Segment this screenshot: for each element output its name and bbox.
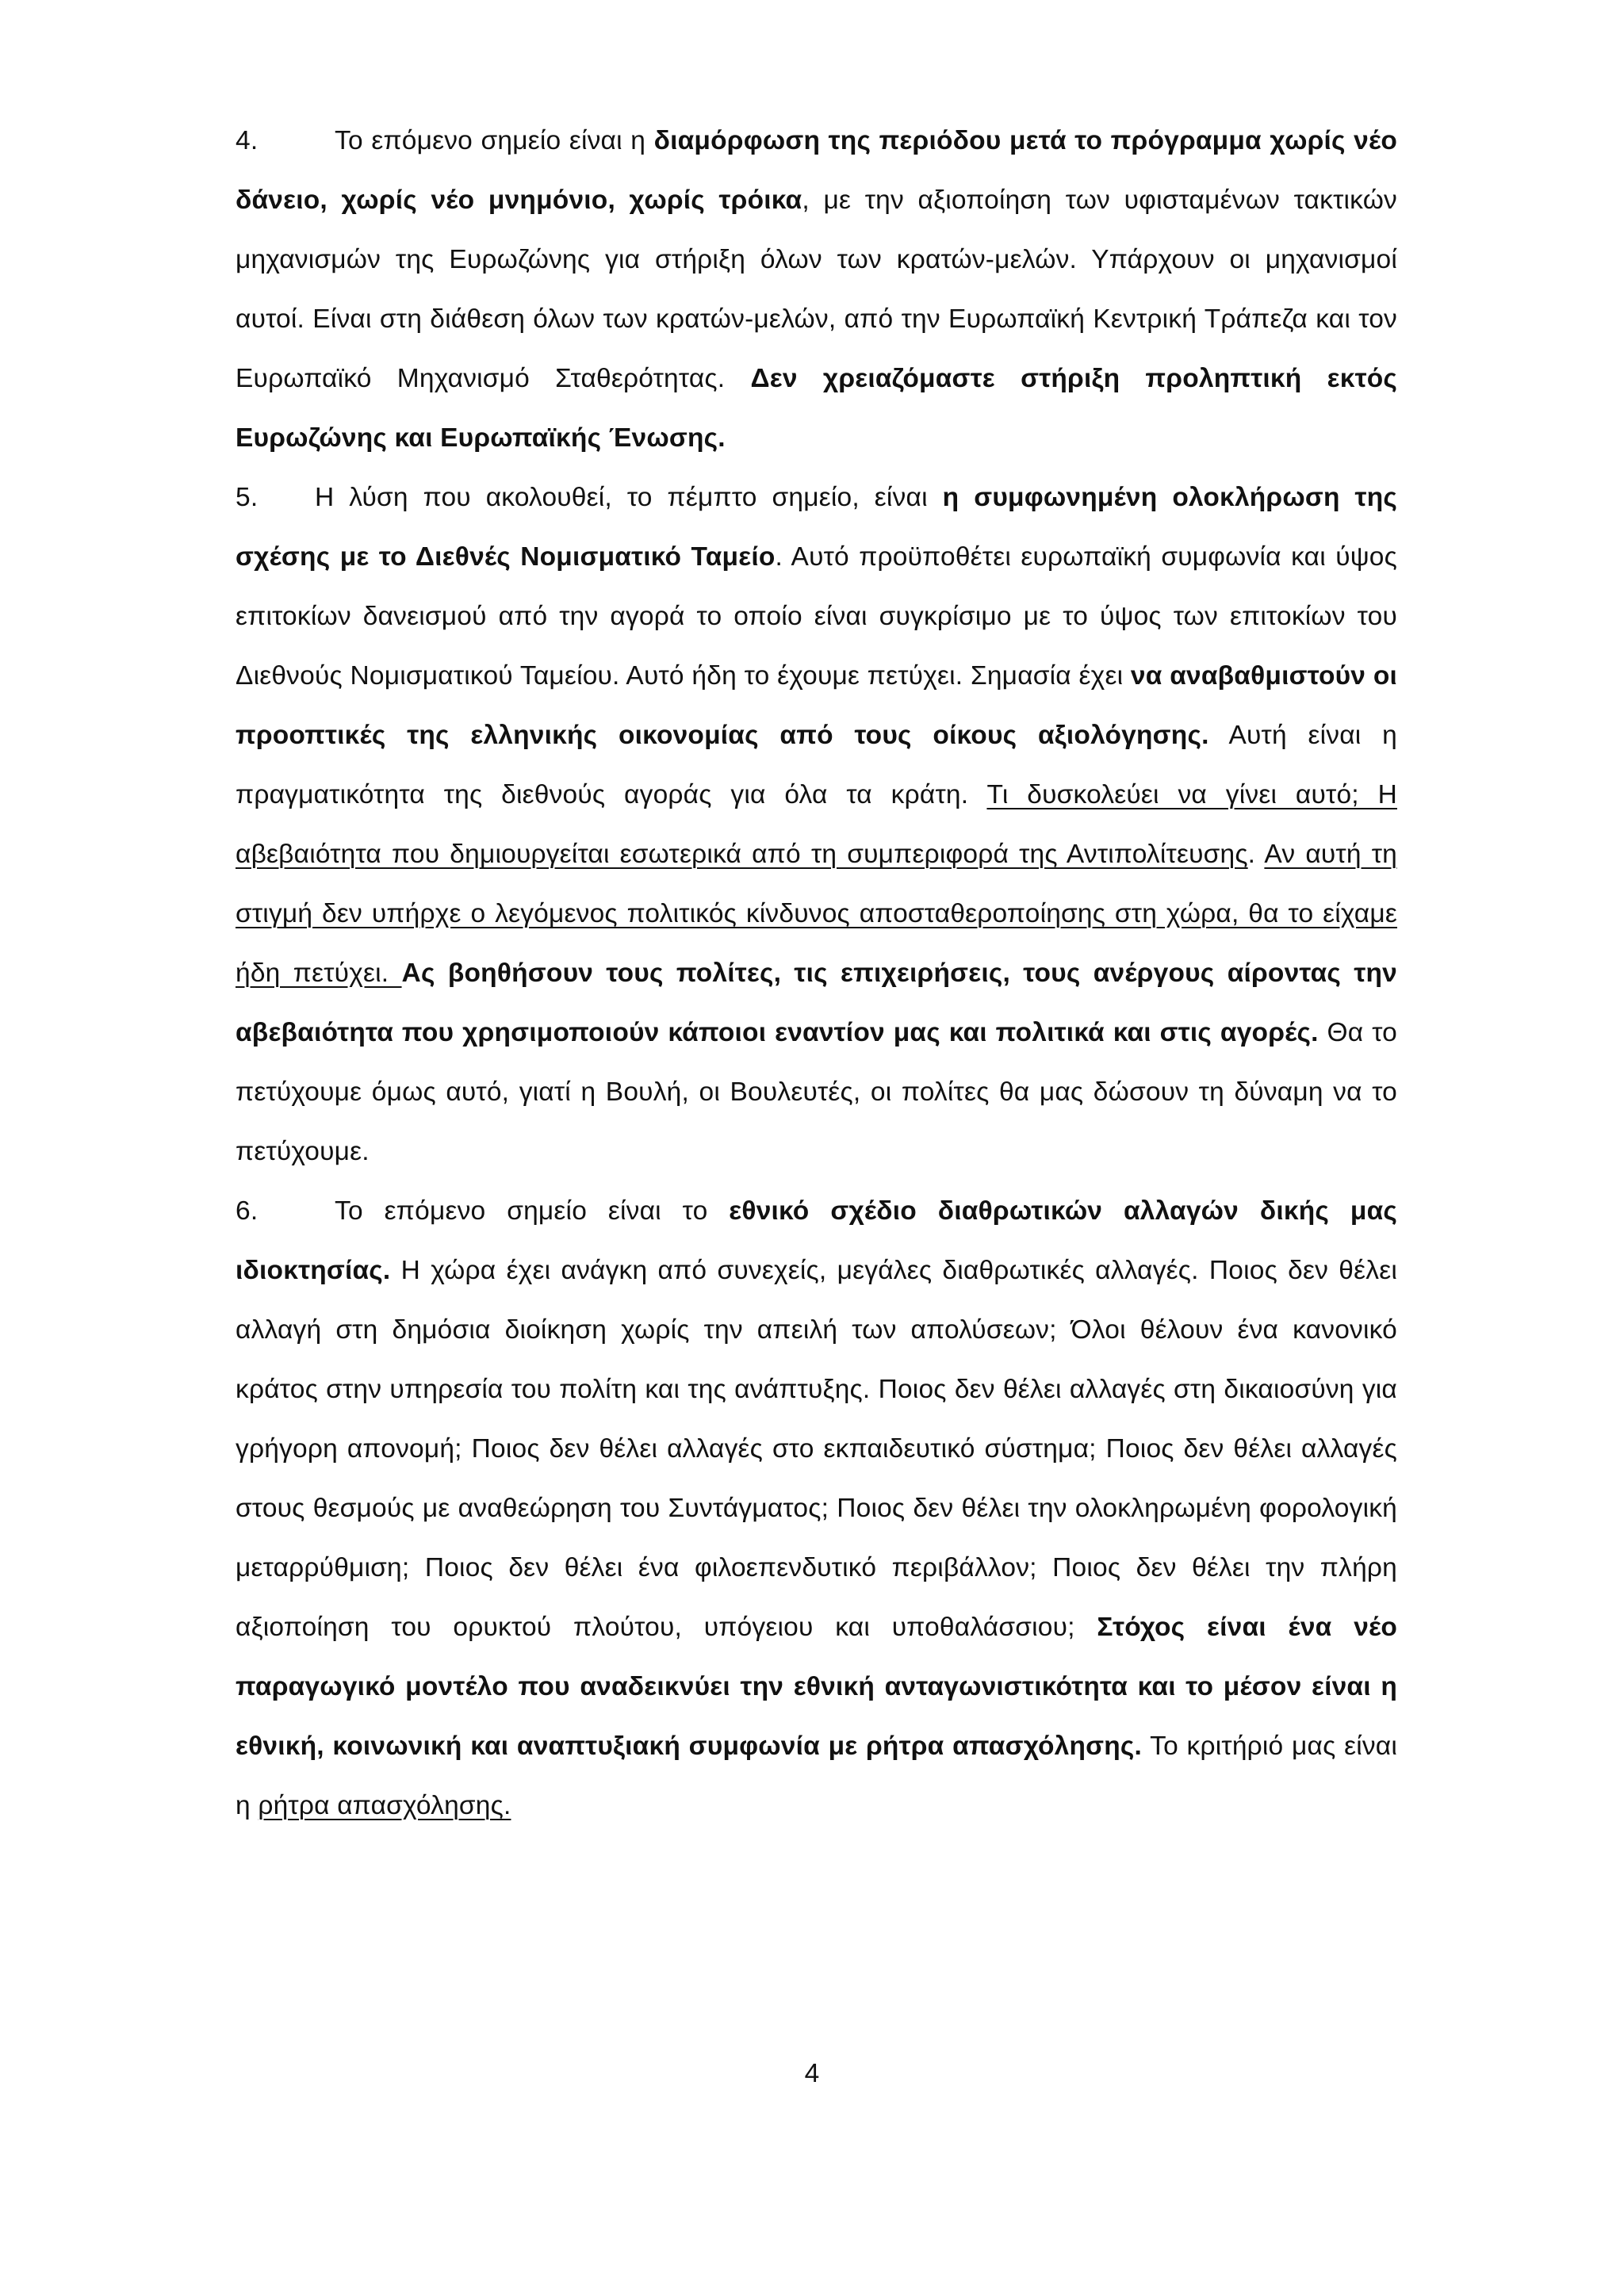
bold-text-run: η συμφωνημένη ολοκλήρωση της σχέσης με το Διεθνές Νομισματικό Ταμείο [236,483,1397,572]
paragraph-5 [236,468,1397,1181]
text-run: Η λύση που ακολουθεί, το πέμπτο σημείο, είναι [315,483,943,512]
underlined-text-run: Αν αυτή τη στιγμή δεν υπήρχε ο λεγόμενος πολιτικός κίνδυνος αποσταθεροποίησης στη χώρα, θα το είχαμε ήδη πετύχει. [236,840,1397,988]
section-number: 5. [236,483,259,512]
bold-text-run: Στόχος είναι ένα νέο παραγωγικό μοντέλο που αναδεικνύει την εθνική ανταγωνιστικότητα και το μέσον είναι η εθνική, κοινωνική και αναπτυξιακή συμφωνία με ρήτρα απασχόλησης. [236,1613,1398,1761]
bold-text-run: Ας βοηθήσουν τους πολίτες, τις επιχειρήσεις, τους ανέργους αίροντας την αβεβαιότητα που χρησιμοποιούν κάποιοι εναντίον μας και πολιτικά και στις αγορές. [236,959,1397,1047]
page-number: 4 [804,2059,820,2088]
text-run: , με την αξιοποίηση των υφισταμένων τακτικών μηχανισμών της Ευρωζώνης για στήριξη όλων των κρατών-μελών. Υπάρχουν οι μηχανισμοί αυτοί. Είναι στη διάθεση όλων των κρατών-μελών, από την Ευρωπαϊκή Κεντρική Τράπεζα και τον Ευρωπαϊκό Μηχανισμό Σταθερότητας. [236,186,1398,393]
text-run: . Αυτό προϋποθέτει ευρωπαϊκή συμφωνία και ύψος επιτοκίων δανεισμού από την αγορά το οποίο είναι συγκρίσιμο με το ύψος των επιτοκίων του Διεθνούς Νομισματικού Ταμείου. Αυτό ήδη το έχουμε πετύχει. Σημασία έχει [236,542,1397,691]
paragraph-4 [236,111,1397,468]
bold-text-run: να αναβαθμιστούν οι προοπτικές της ελληνικής οικονομίας από τους οίκους αξιολόγησης. [236,661,1397,750]
section-number: 4. [236,126,259,155]
text-run: Το κριτήριό μας είναι η [236,1732,1398,1820]
text-run: Το επόμενο σημείο είναι το [335,1196,730,1226]
bold-text-run: διαμόρφωση της περιόδου μετά το πρόγραμμα χωρίς νέο δάνειο, χωρίς νέο μνημόνιο, χωρίς τρόικα [236,126,1397,215]
document-body [236,111,1397,1835]
bold-text-run: Δεν χρειαζόμαστε στήριξη προληπτική εκτός Ευρωζώνης και Ευρωπαϊκής Ένωσης. [236,364,1398,453]
paragraph-6 [236,1181,1397,1835]
bold-text-run: εθνικό σχέδιο διαθρωτικών αλλαγών δικής μας ιδιοκτησίας. [236,1196,1397,1285]
text-run: . [1247,840,1265,869]
text-run: Αυτή είναι η πραγματικότητα της διεθνούς αγοράς για όλα τα κράτη. [236,721,1397,809]
underlined-text-run: ρήτρα απασχόλησης. [258,1791,511,1820]
section-number: 6. [236,1196,259,1226]
text-run: Η χώρα έχει ανάγκη από συνεχείς, μεγάλες διαθρωτικές αλλαγές. Ποιος δεν θέλει αλλαγή στη δημόσια διοίκηση χωρίς την απειλή των απολύσεων; Όλοι θέλουν ένα κανονικό κράτος στην υπηρεσία του πολίτη και της ανάπτυξης. Ποιος δεν θέλει αλλαγές στη δικαιοσύνη για γρήγορη απονομή; Ποιος δεν θέλει αλλαγές στο εκπαιδευτικό σύστημα; Ποιος δεν θέλει αλλαγές στους θεσμούς με αναθεώρηση του Συντάγματος; Ποιος δεν θέλει την ολοκληρωμένη φορολογική μεταρρύθμιση; Ποιος δεν θέλει ένα φιλοεπενδυτικό περιβάλλον; Ποιος δεν θέλει την πλήρη αξιοποίηση του ορυκτού πλούτου, υπόγειου και υποθαλάσσιου; [236,1256,1397,1642]
text-run: Το επόμενο σημείο είναι η [335,126,654,155]
underlined-text-run: Τι δυσκολεύει να γίνει αυτό; Η αβεβαιότητα που δημιουργείται εσωτερικά από τη συμπεριφορά της Αντιπολίτευσης [236,780,1397,869]
text-run: Θα το πετύχουμε όμως αυτό, γιατί η Βουλή, οι Βουλευτές, οι πολίτες θα μας δώσουν τη δύναμη να το πετύχουμε. [236,1018,1397,1166]
